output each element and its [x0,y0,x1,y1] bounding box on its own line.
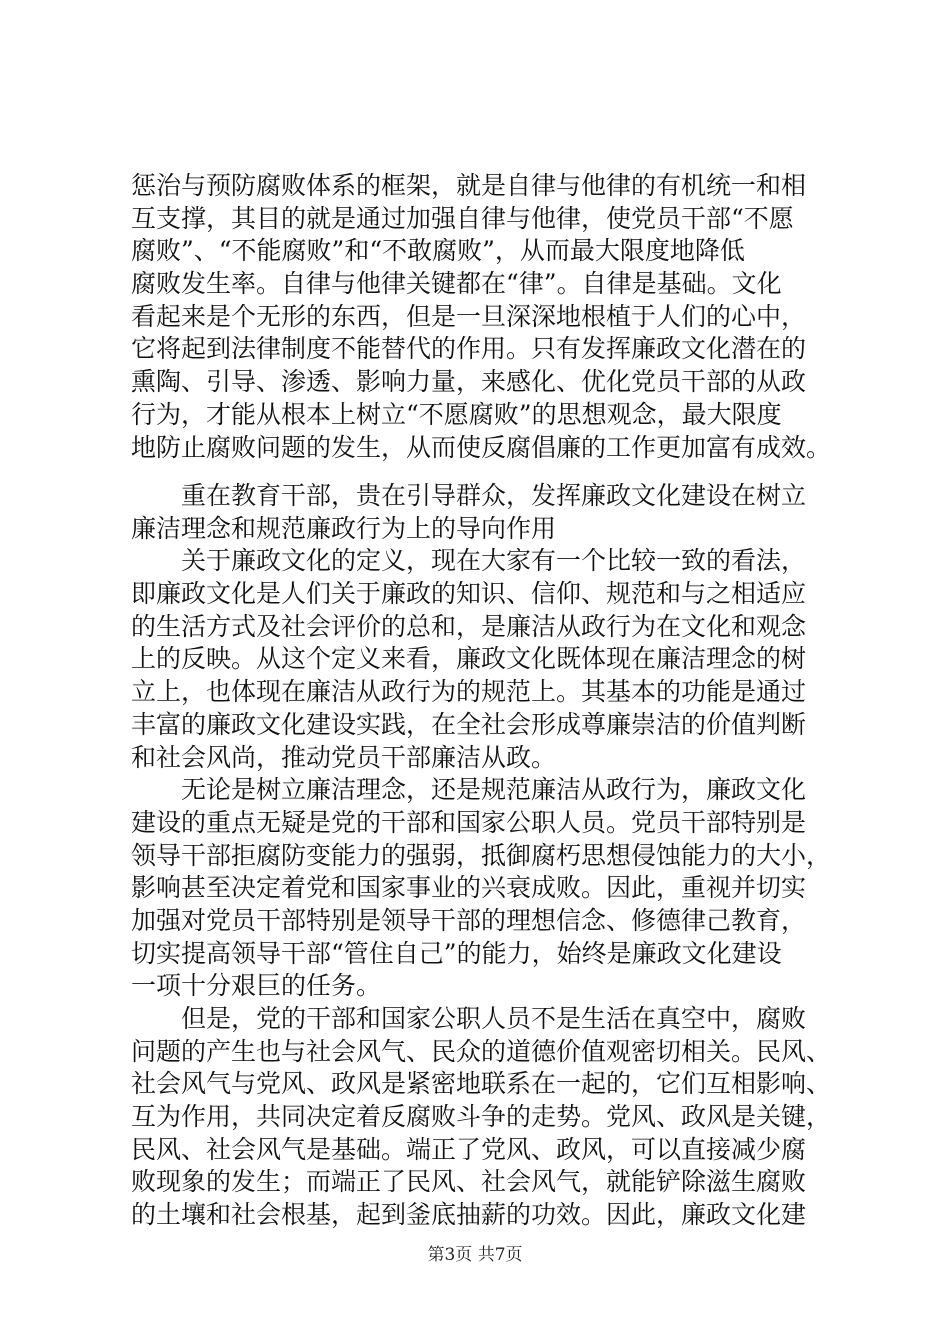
text-line: 丰富的廉政文化建设实践，在全社会形成尊廉崇洁的价值判断 [131,709,807,739]
text-line: 行为，才能从根本上树立“不愿腐败”的思想观念，最大限度 [131,399,782,429]
text-line: 的土壤和社会根基，起到釜底抽薪的功效。因此，廉政文化建 [131,1200,807,1230]
text-line: 看起来是个无形的东西，但是一旦深深地根植于人们的心中， [131,301,807,331]
text-line: 建设的重点无疑是党的干部和国家公职人员。党员干部特别是 [131,807,807,837]
text-line: 腐败”、“不能腐败”和“不敢腐败”，从而最大限度地降低 [131,236,745,266]
paragraph-block-2 [131,480,831,1232]
text-line: 无论是树立廉洁理念，还是规范廉洁从政行为，廉政文化 [131,775,807,805]
text-line: 互支撑，其目的就是通过加强自律与他律，使党员干部“不愿 [131,203,794,233]
text-line: 立上，也体现在廉洁从政行为的规范上。其基本的功能是通过 [131,677,807,707]
text-line: 廉洁理念和规范廉政行为上的导向作用 [131,513,557,543]
text-line: 影响甚至决定着党和国家事业的兴衰成败。因此，重视并切实 [131,873,807,903]
text-line: 互为作用，共同决定着反腐败斗争的走势。党风、政风是关键， [131,1102,832,1132]
paragraph-block-1 [131,170,831,464]
text-line: 腐败发生率。自律与他律关键都在“律”。自律是基础。文化 [131,269,782,299]
text-line: 即廉政文化是人们关于廉政的知识、信仰、规范和与之相适应 [131,579,807,609]
text-line: 和社会风尚，推动党员干部廉洁从政。 [131,742,557,772]
text-line: 惩治与预防腐败体系的框架，就是自律与他律的有机统一和相 [131,171,807,200]
text-line: 民风、社会风气是基础。端正了党风、政风，可以直接减少腐 [131,1134,807,1164]
text-line: 领导干部拒腐防变能力的强弱，抵御腐朽思想侵蚀能力的大小， [131,840,832,870]
text-line: 败现象的发生；而端正了民风、社会风气，就能铲除滋生腐败 [131,1167,807,1197]
text-line: 切实提高领导干部“管住自己”的能力，始终是廉政文化建设 [131,938,782,968]
text-line: 它将起到法律制度不能替代的作用。只有发挥廉政文化潜在的 [131,334,807,364]
text-line: 社会风气与党风、政风是紧密地联系在一起的，它们互相影响、 [131,1069,832,1099]
page-footer [0,1240,950,1265]
text-line: 加强对党员干部特别是领导干部的理想信念、修德律己教育， [131,905,807,935]
text-line: 问题的产生也与社会风气、民众的道德价值观密切相关。民风、 [131,1036,832,1066]
text-line: 一项十分艰巨的任务。 [131,971,382,1001]
text-line: 重在教育干部，贵在引导群众，发挥廉政文化建设在树立 [131,481,807,510]
text-line: 熏陶、引导、渗透、影响力量，来感化、优化党员干部的从政 [131,367,807,397]
text-line: 的生活方式及社会评价的总和，是廉洁从政行为在文化和观念 [131,611,807,641]
text-line: 但是，党的干部和国家公职人员不是生活在真空中，腐败 [131,1004,807,1033]
page-number: 第3页 共7页 [427,1245,523,1265]
text-line: 上的反映。从这个定义来看，廉政文化既体现在廉洁理念的树 [131,644,807,674]
text-line: 地防止腐败问题的发生，从而使反腐倡廉的工作更加富有成效。 [131,432,832,462]
text-line: 关于廉政文化的定义，现在大家有一个比较一致的看法， [131,546,807,576]
